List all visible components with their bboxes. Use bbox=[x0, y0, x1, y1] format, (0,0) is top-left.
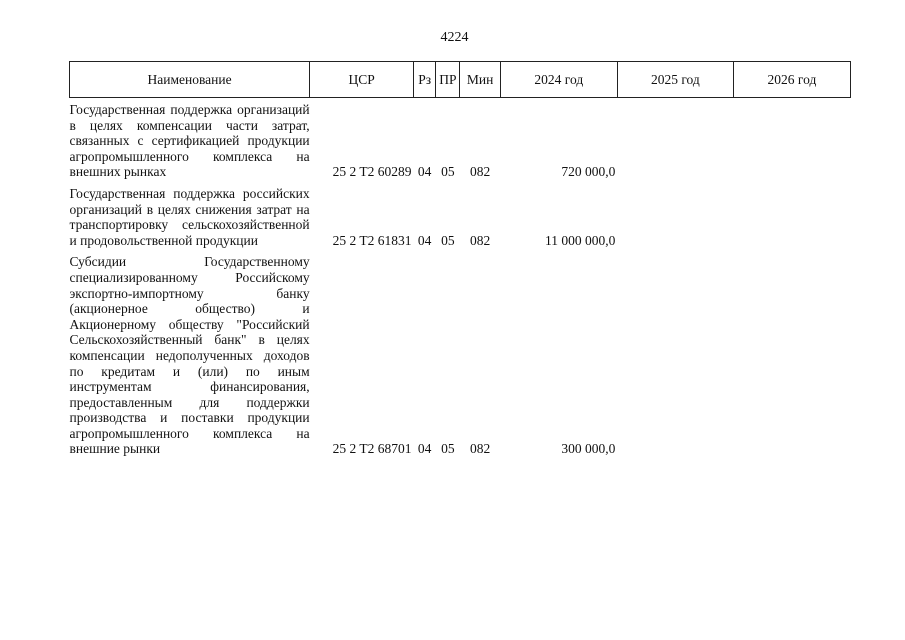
row-pr: 05 bbox=[441, 232, 455, 248]
row-rz: 04 bbox=[417, 164, 432, 180]
row-rz: 04 bbox=[417, 441, 432, 457]
row-amount-2024: 720 000,0 bbox=[561, 164, 616, 180]
header-pr: ПР bbox=[436, 62, 460, 98]
header-2025: 2025 год bbox=[617, 62, 733, 98]
row-name: Государственная поддержка российских организаций в целях снижения затрат на транспортировку сельскохозяйственной и продовольственной продукции bbox=[69, 185, 310, 248]
row-csr: 25 2 T2 68701 bbox=[332, 441, 412, 457]
header-csr: ЦСР bbox=[310, 62, 414, 98]
row-amount-2025 bbox=[617, 254, 733, 457]
row-amount-2026 bbox=[733, 186, 850, 248]
row-rz: 04 bbox=[417, 232, 432, 248]
row-amount-2024: 11 000 000,0 bbox=[544, 232, 616, 248]
header-name: Наименование bbox=[70, 62, 310, 98]
header-min: Мин bbox=[460, 62, 500, 98]
row-min: 082 bbox=[470, 164, 491, 180]
header-2024: 2024 год bbox=[500, 62, 617, 98]
table-row bbox=[70, 254, 851, 457]
row-min: 082 bbox=[470, 232, 491, 248]
row-amount-2025 bbox=[617, 186, 733, 248]
row-amount-2026 bbox=[733, 102, 850, 180]
row-amount-2024: 300 000,0 bbox=[561, 441, 616, 457]
table-row bbox=[70, 102, 851, 180]
table-row bbox=[70, 186, 851, 248]
row-amount-2025 bbox=[617, 102, 733, 180]
row-name: Государственная поддержка организаций в целях компенсации части затрат, связанных с сертификацией продукции агропромышленного комплекса на внешних рынках bbox=[69, 102, 310, 180]
table-header-row bbox=[70, 62, 851, 98]
row-pr: 05 bbox=[441, 164, 455, 180]
row-pr: 05 bbox=[441, 441, 455, 457]
row-min: 082 bbox=[470, 441, 491, 457]
row-name: Субсидии Государственному специализированному Российскому экспортно-импортному банку (акционерное общество) и Акционерному обществу "Российский Сельскохозяйственный банк" в целях компенсации недополученных доходов по кредитам и (или) по иным инструментам финансирования, предоставленным для поддержки производства и поставки продукции агропромышленного комплекса на внешние рынки bbox=[69, 254, 310, 457]
header-2026: 2026 год bbox=[733, 62, 850, 98]
row-amount-2026 bbox=[733, 254, 850, 457]
header-rz: Рз bbox=[414, 62, 436, 98]
row-csr: 25 2 T2 61831 bbox=[332, 232, 412, 248]
row-csr: 25 2 T2 60289 bbox=[332, 164, 412, 180]
budget-table bbox=[69, 61, 851, 457]
page-number: 4224 bbox=[440, 30, 469, 45]
